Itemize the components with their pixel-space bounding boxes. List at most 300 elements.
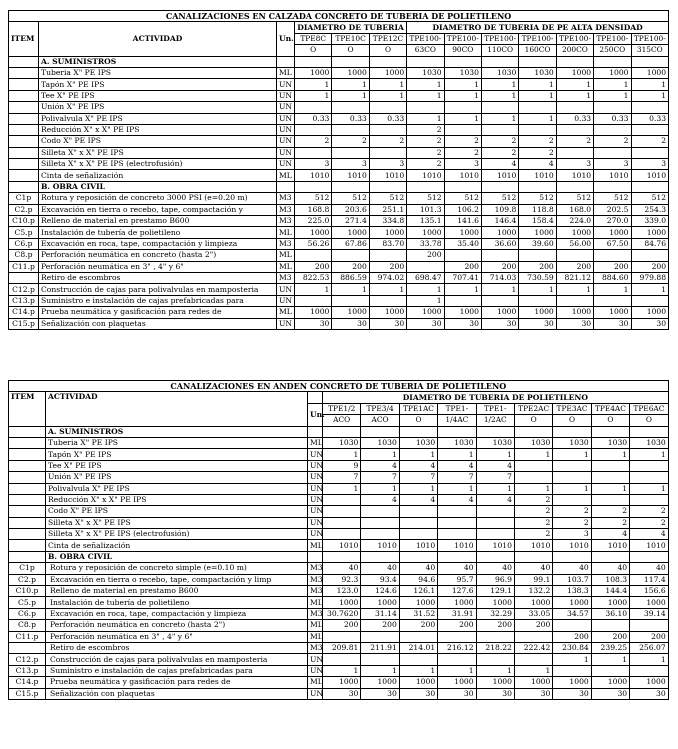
anden-table (8, 380, 669, 700)
value-cell: 203.6 (332, 204, 369, 215)
value-cell (332, 102, 369, 113)
value-cell (594, 124, 631, 135)
item-code: C11.p (9, 631, 46, 642)
activity-cell: Cinta de señalización (46, 540, 308, 551)
activity-cell: Rotura y reposición de concreto 3000 PSI (e=0.20 m) (39, 193, 277, 204)
value-cell: 30 (323, 688, 361, 699)
item-code (9, 102, 39, 113)
value-cell: 4 (591, 529, 629, 540)
activity-cell: Unión X" PE IPS (46, 472, 308, 483)
value-cell: 3 (594, 159, 631, 170)
table-row (9, 204, 669, 215)
item-code: C14.p (9, 307, 39, 318)
value-cell: 30 (481, 318, 518, 329)
value-cell: 1000 (295, 227, 332, 238)
value-cell: 1000 (481, 307, 518, 318)
value-cell: 93.4 (361, 574, 399, 585)
unit-cell: UN (277, 318, 295, 329)
value-cell: 30 (444, 318, 481, 329)
column-header-line2: ACO (361, 415, 399, 426)
unit-cell: UN (308, 483, 323, 494)
item-code (9, 506, 46, 517)
column-header-line1: TPE4AC (591, 403, 629, 414)
unit-cell: M3 (308, 642, 323, 653)
value-cell (630, 460, 669, 471)
activity-cell: Perforación neumática en concreto (hasta 2") (46, 620, 308, 631)
value-cell (630, 665, 669, 676)
item-code: C2.p (9, 574, 46, 585)
item-code: C15.p (9, 688, 46, 699)
value-cell (553, 472, 591, 483)
value-cell: 1000 (476, 597, 514, 608)
value-cell: 1010 (630, 540, 669, 551)
value-cell: 1000 (631, 307, 669, 318)
value-cell (295, 102, 332, 113)
item-code: C10.p (9, 216, 39, 227)
value-cell: 40 (323, 563, 361, 574)
value-cell: 200 (369, 261, 406, 272)
value-cell: 1 (438, 449, 476, 460)
column-header-line1: TPE12C (369, 33, 406, 44)
item-code: C14.p (9, 677, 46, 688)
value-cell: 106.2 (444, 204, 481, 215)
value-cell: 512 (631, 193, 669, 204)
value-cell (519, 295, 556, 306)
value-cell: 1000 (514, 597, 552, 608)
activity-cell: Perforación neumática en concreto (hasta 2") (39, 250, 277, 261)
value-cell: 56.26 (295, 238, 332, 249)
value-cell: 1010 (369, 170, 406, 181)
table-row (9, 677, 669, 688)
value-cell: 3 (444, 159, 481, 170)
activity-cell: Retiro de escombros (39, 272, 277, 283)
value-cell: 2 (332, 136, 369, 147)
value-cell: 1 (295, 284, 332, 295)
value-cell: 1000 (332, 227, 369, 238)
value-cell: 138.3 (553, 586, 591, 597)
activity-cell: Silleta X" x X" PE IPS (electrofusión) (46, 529, 308, 540)
value-cell: 4 (399, 494, 437, 505)
value-cell (361, 529, 399, 540)
table-row (9, 483, 669, 494)
value-cell (369, 102, 406, 113)
blank-cell (476, 426, 514, 437)
value-cell (553, 665, 591, 676)
unit-cell: ML (277, 261, 295, 272)
unit-cell: UN (308, 665, 323, 676)
value-cell: 1 (630, 483, 669, 494)
value-cell (553, 460, 591, 471)
value-cell (481, 250, 518, 261)
value-cell: 39.14 (630, 608, 669, 619)
unit-cell: UN (308, 506, 323, 517)
blank-cell (332, 56, 369, 67)
value-cell (631, 124, 669, 135)
value-cell: 108.3 (591, 574, 629, 585)
value-cell: 1000 (332, 67, 369, 78)
blank-cell (323, 551, 361, 562)
blank-cell (9, 56, 39, 67)
table-row (9, 688, 669, 699)
value-cell: 200 (323, 620, 361, 631)
section-row (9, 551, 669, 562)
actividad-header: ACTIVIDAD (46, 392, 308, 426)
value-cell: 1000 (594, 307, 631, 318)
value-cell: 109.8 (481, 204, 518, 215)
column-header-line2: O (591, 415, 629, 426)
value-cell: 144.4 (591, 586, 629, 597)
column-header-line1: TPE100- (444, 33, 481, 44)
activity-cell: Señalización con plaquetas (39, 318, 277, 329)
value-cell: 1000 (444, 307, 481, 318)
value-cell: 1000 (514, 677, 552, 688)
value-cell (481, 102, 518, 113)
value-cell: 1030 (519, 67, 556, 78)
value-cell (444, 250, 481, 261)
value-cell (594, 250, 631, 261)
value-cell: 56.00 (556, 238, 593, 249)
activity-cell: Perforación neumática en 3" , 4" y 6" (39, 261, 277, 272)
value-cell: 512 (407, 193, 444, 204)
column-header-line1: TPE100- (519, 33, 556, 44)
value-cell (369, 250, 406, 261)
activity-cell: Relleno de material en prestamo B600 (39, 216, 277, 227)
activity-cell: Suministro e instalación de cajas prefabricadas para (39, 295, 277, 306)
activity-cell: Tuberia X" PE IPS (46, 437, 308, 448)
value-cell: 1010 (476, 540, 514, 551)
activity-cell: Rotura y reposición de concreto simple (e=0.10 m) (46, 563, 308, 574)
blank-cell (308, 392, 323, 403)
value-cell: 7 (399, 472, 437, 483)
value-cell (323, 494, 361, 505)
section-title: B. OBRA CIVIL (46, 551, 308, 562)
table-row (9, 642, 669, 653)
value-cell: 4 (399, 460, 437, 471)
value-cell: 225.0 (295, 216, 332, 227)
value-cell: 3 (631, 159, 669, 170)
value-cell (481, 295, 518, 306)
column-header-line1: TPE100- (594, 33, 631, 44)
column-header-line2: O (332, 45, 369, 56)
item-code (9, 136, 39, 147)
table-title: CANALIZACIONES EN ANDEN CONCRETO DE TUBERIA DE POLIETILENO (9, 381, 669, 392)
column-header-line1: TPE1- (438, 403, 476, 414)
item-code (9, 494, 46, 505)
table-row (9, 284, 669, 295)
value-cell: 1 (476, 483, 514, 494)
value-cell (630, 472, 669, 483)
value-cell: 1000 (553, 677, 591, 688)
value-cell: 200 (332, 261, 369, 272)
value-cell: 200 (553, 631, 591, 642)
calzada-table (8, 10, 669, 330)
value-cell: 92.3 (323, 574, 361, 585)
value-cell: 1 (630, 654, 669, 665)
value-cell: 2 (591, 517, 629, 528)
value-cell: 1 (481, 90, 518, 101)
activity-cell: Tee X" PE IPS (46, 460, 308, 471)
value-cell: 67.86 (332, 238, 369, 249)
value-cell: 1 (631, 90, 669, 101)
value-cell: 1 (556, 284, 593, 295)
value-cell: 200 (476, 620, 514, 631)
value-cell: 218.22 (476, 642, 514, 653)
value-cell: 96.9 (476, 574, 514, 585)
value-cell (556, 102, 593, 113)
value-cell (438, 506, 476, 517)
value-cell: 127.6 (438, 586, 476, 597)
activity-cell: Excavación en tierra o recebo, tape, compactación y (39, 204, 277, 215)
activity-cell: Relleno de material en prestamo B600 (46, 586, 308, 597)
value-cell: 1 (519, 113, 556, 124)
table-row (9, 261, 669, 272)
value-cell: 339.0 (631, 216, 669, 227)
value-cell: 200 (399, 620, 437, 631)
item-code: C1p (9, 563, 46, 574)
value-cell: 730.59 (519, 272, 556, 283)
item-code: C12.p (9, 654, 46, 665)
value-cell: 1 (514, 665, 552, 676)
value-cell: 1 (295, 79, 332, 90)
activity-cell: Reducción X" x X" PE IPS (46, 494, 308, 505)
blank-cell (481, 56, 518, 67)
value-cell: 1000 (553, 597, 591, 608)
unit-cell: M3 (277, 216, 295, 227)
activity-cell: Polivalvula X" PE IPS (46, 483, 308, 494)
value-cell: 4 (361, 494, 399, 505)
table-row (9, 318, 669, 329)
unit-cell: UN (277, 124, 295, 135)
column-header-line2: 63CO (407, 45, 444, 56)
value-cell: 334.8 (369, 216, 406, 227)
blank-cell (481, 181, 518, 192)
value-cell: 3 (369, 159, 406, 170)
value-cell: 200 (361, 620, 399, 631)
value-cell (519, 102, 556, 113)
table-row (9, 250, 669, 261)
value-cell: 1 (361, 449, 399, 460)
value-cell: 1000 (444, 227, 481, 238)
blank-cell (476, 551, 514, 562)
value-cell: 1000 (369, 67, 406, 78)
value-cell: 884.60 (594, 272, 631, 283)
item-code (9, 90, 39, 101)
item-code (9, 147, 39, 158)
value-cell: 30 (594, 318, 631, 329)
column-header-line2: 1/2AC (476, 415, 514, 426)
value-cell: 135.1 (407, 216, 444, 227)
value-cell: 251.1 (369, 204, 406, 215)
value-cell: 30 (407, 318, 444, 329)
value-cell: 40 (361, 563, 399, 574)
value-cell: 1010 (399, 540, 437, 551)
value-cell (594, 295, 631, 306)
value-cell: 132.2 (514, 586, 552, 597)
value-cell: 1000 (295, 67, 332, 78)
value-cell: 9 (323, 460, 361, 471)
value-cell: 200 (438, 620, 476, 631)
value-cell: 30 (553, 688, 591, 699)
value-cell: 2 (519, 147, 556, 158)
value-cell: 30 (438, 688, 476, 699)
value-cell: 1 (323, 449, 361, 460)
value-cell: 39.60 (519, 238, 556, 249)
activity-cell: Tapón X" PE IPS (46, 449, 308, 460)
value-cell: 1030 (323, 437, 361, 448)
column-header-line2: O (553, 415, 591, 426)
value-cell: 40 (438, 563, 476, 574)
value-cell: 2 (295, 136, 332, 147)
value-cell: 34.57 (553, 608, 591, 619)
value-cell: 1010 (407, 170, 444, 181)
item-header: ITEM (9, 392, 46, 426)
value-cell: 822.53 (295, 272, 332, 283)
value-cell: 239.25 (591, 642, 629, 653)
column-header-line2: 315CO (631, 45, 669, 56)
value-cell: 1010 (553, 540, 591, 551)
value-cell: 67.50 (594, 238, 631, 249)
blank-cell (407, 56, 444, 67)
table-row (9, 437, 669, 448)
activity-cell: Tuberia X" PE IPS (39, 67, 277, 78)
blank-cell (9, 426, 46, 437)
value-cell: 216.12 (438, 642, 476, 653)
value-cell: 1 (594, 284, 631, 295)
pe-alta-densidad-header: DIAMETRO DE TUBERIA DE PE ALTA DENSIDAD (407, 22, 669, 33)
blank-cell (594, 56, 631, 67)
value-cell: 30 (361, 688, 399, 699)
value-cell: 1 (332, 284, 369, 295)
value-cell: 1 (323, 665, 361, 676)
value-cell: 30 (591, 688, 629, 699)
table-row (9, 586, 669, 597)
value-cell: 1000 (631, 227, 669, 238)
value-cell: 4 (630, 529, 669, 540)
value-cell: 1030 (553, 437, 591, 448)
value-cell (591, 472, 629, 483)
value-cell (295, 250, 332, 261)
blank-cell (369, 56, 406, 67)
value-cell (630, 494, 669, 505)
value-cell: 4 (361, 460, 399, 471)
unit-cell: ML (277, 170, 295, 181)
unit-cell: M3 (308, 586, 323, 597)
value-cell: 2 (514, 517, 552, 528)
table-row (9, 540, 669, 551)
value-cell: 1 (444, 113, 481, 124)
blank-cell (594, 181, 631, 192)
table-row (9, 147, 669, 158)
blank-cell (444, 181, 481, 192)
value-cell: 2 (519, 136, 556, 147)
table-row (9, 272, 669, 283)
value-cell: 40 (476, 563, 514, 574)
value-cell: 1 (438, 665, 476, 676)
blank-cell (519, 56, 556, 67)
table-row (9, 472, 669, 483)
value-cell: 33.05 (514, 608, 552, 619)
value-cell: 2 (553, 517, 591, 528)
value-cell (591, 665, 629, 676)
value-cell: 94.6 (399, 574, 437, 585)
value-cell (594, 102, 631, 113)
value-cell (476, 631, 514, 642)
value-cell (556, 147, 593, 158)
activity-cell: Excavación en tierra o recebo, tape, compactación y limp (46, 574, 308, 585)
table-row (9, 506, 669, 517)
value-cell: 0.33 (295, 113, 332, 124)
table-row (9, 307, 669, 318)
value-cell: 200 (630, 631, 669, 642)
value-cell: 124.6 (361, 586, 399, 597)
value-cell (407, 261, 444, 272)
activity-cell: Excavación en roca, tape, compactación y limpieza (46, 608, 308, 619)
table-row (9, 136, 669, 147)
value-cell (553, 620, 591, 631)
blank-cell (591, 551, 629, 562)
value-cell: 30 (295, 318, 332, 329)
value-cell: 126.1 (399, 586, 437, 597)
value-cell: 1 (438, 483, 476, 494)
blank-cell (631, 56, 669, 67)
value-cell (361, 517, 399, 528)
column-header-line2: 250CO (594, 45, 631, 56)
diameter-group-header: DIAMETRO DE TUBERIA DE POLIETILENO (323, 392, 669, 403)
value-cell: 512 (594, 193, 631, 204)
table-row (9, 90, 669, 101)
column-header-line1: TPE100- (556, 33, 593, 44)
value-cell (476, 529, 514, 540)
table-row (9, 631, 669, 642)
table-row (9, 654, 669, 665)
value-cell (399, 517, 437, 528)
value-cell: 270.0 (594, 216, 631, 227)
value-cell: 4 (519, 159, 556, 170)
table-title: CANALIZACIONES EN CALZADA CONCRETO DE TUBERIA DE POLIETILENO (9, 11, 669, 22)
value-cell: 30 (399, 688, 437, 699)
value-cell: 2 (481, 136, 518, 147)
value-cell: 158.4 (519, 216, 556, 227)
value-cell: 512 (369, 193, 406, 204)
value-cell: 40 (630, 563, 669, 574)
value-cell: 1030 (591, 437, 629, 448)
unit-cell: UN (277, 295, 295, 306)
value-cell: 512 (519, 193, 556, 204)
value-cell: 512 (481, 193, 518, 204)
value-cell: 31.91 (438, 608, 476, 619)
unit-cell: UN (308, 529, 323, 540)
blank-cell (407, 181, 444, 192)
column-header-line1: TPE1AC (399, 403, 437, 414)
blank-cell (444, 56, 481, 67)
value-cell: 30 (519, 318, 556, 329)
value-cell: 2 (444, 147, 481, 158)
blank-cell (361, 426, 399, 437)
value-cell: 1 (369, 90, 406, 101)
value-cell (556, 250, 593, 261)
value-cell (323, 517, 361, 528)
value-cell: 1000 (594, 67, 631, 78)
value-cell: 1000 (407, 227, 444, 238)
activity-cell: Excavación en roca, tape, compactación y limpieza (39, 238, 277, 249)
value-cell (476, 654, 514, 665)
value-cell (481, 124, 518, 135)
value-cell: 1010 (481, 170, 518, 181)
value-cell: 200 (481, 261, 518, 272)
value-cell (591, 620, 629, 631)
column-header-line2: O (630, 415, 669, 426)
value-cell: 202.5 (594, 204, 631, 215)
